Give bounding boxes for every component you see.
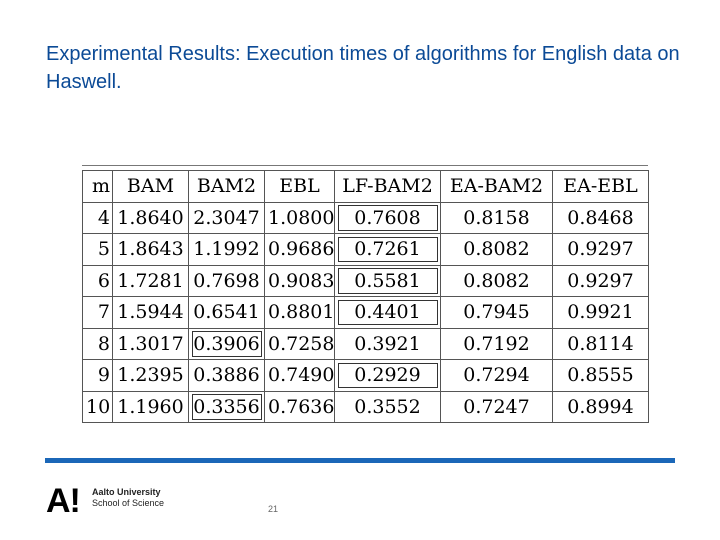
cell-ebl: 0.7490 (265, 360, 335, 392)
results-table-container (82, 165, 648, 416)
cell-bam2: 0.3356 (189, 391, 265, 423)
cell-m: 9 (83, 360, 113, 392)
page-number: 21 (268, 504, 279, 514)
cell-ea-ebl: 0.9297 (553, 234, 649, 266)
header-row (83, 171, 649, 203)
table-row (83, 234, 649, 266)
table-row (83, 360, 649, 392)
slide-title: Experimental Results: Execution times of algorithms for English data on Haswell. (46, 43, 680, 93)
cell-ea-bam2: 0.8082 (441, 234, 553, 266)
cell-ea-ebl: 0.8994 (553, 391, 649, 423)
cell-bam2: 2.3047 (189, 202, 265, 234)
cell-bam2: 1.1992 (189, 234, 265, 266)
university-line1: Aalto University (92, 487, 161, 497)
cell-ea-bam2: 0.7945 (441, 297, 553, 329)
cell-bam: 1.3017 (113, 328, 189, 360)
header-m: m (83, 171, 113, 203)
cell-lf-bam2: 0.5581 (335, 265, 441, 297)
cell-bam: 1.5944 (113, 297, 189, 329)
header-bam2: BAM2 (189, 171, 265, 203)
cell-ebl: 0.9686 (265, 234, 335, 266)
cell-m: 6 (83, 265, 113, 297)
cell-lf-bam2: 0.4401 (335, 297, 441, 329)
cell-ea-bam2: 0.8158 (441, 202, 553, 234)
cell-m: 7 (83, 297, 113, 329)
table-body (83, 202, 649, 423)
table-row (83, 297, 649, 329)
cell-bam: 1.7281 (113, 265, 189, 297)
table-row (83, 265, 649, 297)
table-row (83, 328, 649, 360)
results-table (82, 170, 649, 423)
cell-lf-bam2: 0.7608 (335, 202, 441, 234)
cell-bam: 1.1960 (113, 391, 189, 423)
cell-ebl: 0.7636 (265, 391, 335, 423)
cell-lf-bam2: 0.7261 (335, 234, 441, 266)
university-name (92, 487, 164, 509)
cell-ea-bam2: 0.8082 (441, 265, 553, 297)
header-ea-ebl: EA-EBL (553, 171, 649, 203)
cell-lf-bam2: 0.3921 (335, 328, 441, 360)
cell-ebl: 0.7258 (265, 328, 335, 360)
cell-bam2: 0.6541 (189, 297, 265, 329)
cell-lf-bam2: 0.2929 (335, 360, 441, 392)
cell-ea-bam2: 0.7192 (441, 328, 553, 360)
header-ea-bam2: EA-BAM2 (441, 171, 553, 203)
header-bam: BAM (113, 171, 189, 203)
cell-ea-bam2: 0.7294 (441, 360, 553, 392)
cell-ea-ebl: 0.9297 (553, 265, 649, 297)
footer-bar (45, 458, 675, 463)
aalto-logo: A! (46, 482, 80, 520)
cell-bam: 1.2395 (113, 360, 189, 392)
cell-lf-bam2: 0.3552 (335, 391, 441, 423)
cell-m: 8 (83, 328, 113, 360)
cell-bam: 1.8643 (113, 234, 189, 266)
table-row (83, 391, 649, 423)
cell-ebl: 1.0800 (265, 202, 335, 234)
cell-ea-ebl: 0.9921 (553, 297, 649, 329)
cell-ea-ebl: 0.8114 (553, 328, 649, 360)
table-row (83, 202, 649, 234)
cell-ea-ebl: 0.8468 (553, 202, 649, 234)
cell-m: 10 (83, 391, 113, 423)
university-line2: School of Science (92, 498, 165, 508)
cell-m: 5 (83, 234, 113, 266)
cell-ebl: 0.8801 (265, 297, 335, 329)
header-ebl: EBL (265, 171, 335, 203)
cell-ea-ebl: 0.8555 (553, 360, 649, 392)
cell-bam2: 0.3906 (189, 328, 265, 360)
cell-ea-bam2: 0.7247 (441, 391, 553, 423)
cell-ebl: 0.9083 (265, 265, 335, 297)
header-lf-bam2: LF-BAM2 (335, 171, 441, 203)
cell-bam2: 0.7698 (189, 265, 265, 297)
cell-bam2: 0.3886 (189, 360, 265, 392)
cell-bam: 1.8640 (113, 202, 189, 234)
cell-m: 4 (83, 202, 113, 234)
